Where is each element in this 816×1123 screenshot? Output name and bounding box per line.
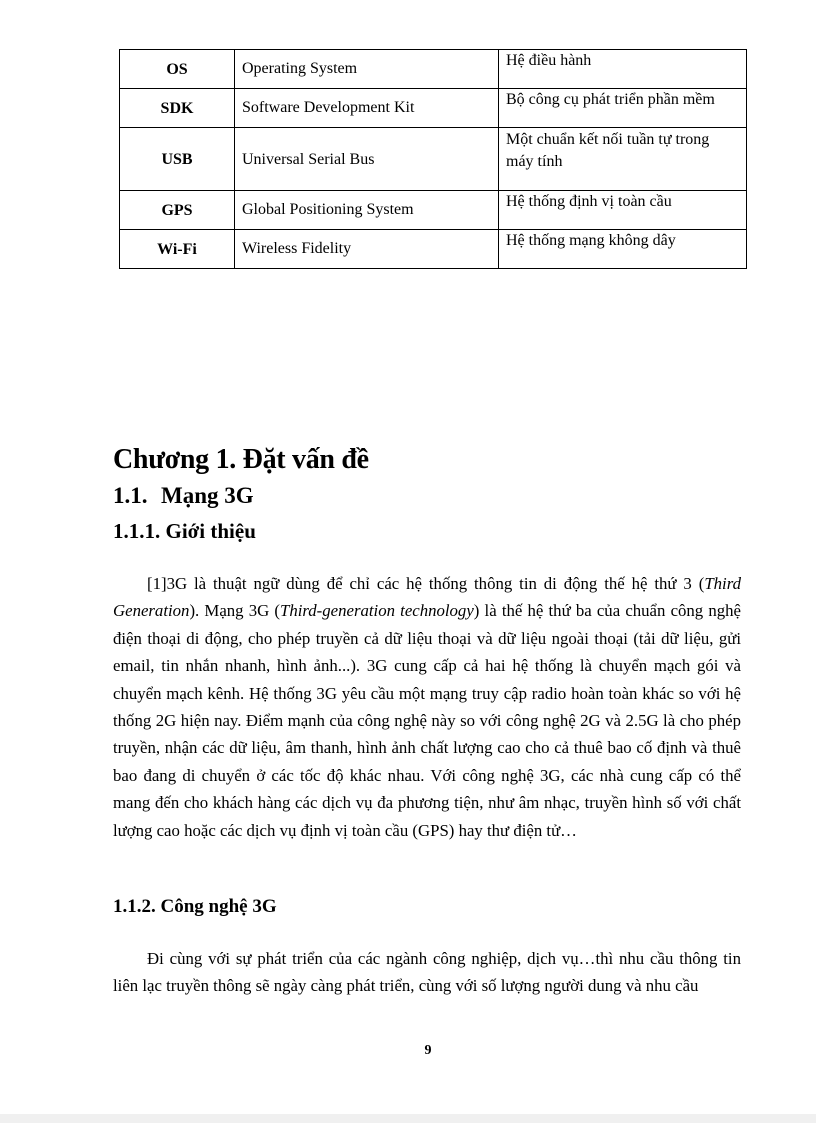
abbr-cell: OS [120,50,235,89]
full-name-cell: Operating System [235,50,499,89]
vietnamese-cell: Hệ thống mạng không dây [499,230,747,269]
vietnamese-cell: Một chuẩn kết nối tuần tự trong máy tính [499,128,747,191]
section-number: 1.1. [113,483,148,508]
table-row [120,128,747,191]
subsection-heading-tech: 1.1.2. Công nghệ 3G [113,896,277,917]
page-number: 9 [424,1043,432,1058]
subsection-heading-intro: 1.1.1. Giới thiệu [113,519,256,543]
abbreviation-table [119,49,747,269]
vietnamese-cell: Bộ công cụ phát triển phần mềm [499,89,747,128]
abbr-cell: GPS [120,191,235,230]
paragraph-italic: Third-generation technology [280,601,474,621]
full-name-cell: Universal Serial Bus [235,128,499,191]
section-heading [113,483,254,509]
table-row [120,230,747,269]
paragraph-text: ) là thế hệ thứ ba của chuẩn công nghệ điện thoại di động, cho phép truyền cả dữ liệu thoại và dữ liệu ngoài thoại (tải dữ liệu, gửi email, tin nhắn nhanh, hình ảnh...). 3G cung cấp cả hai hệ thống là chuyển mạch gói và chuyển mạch kênh. Hệ thống 3G yêu cầu một mạng truy cập radio hoàn toàn khác so với hệ thống 2G hiện nay. Điểm mạnh của công nghệ này so với công nghệ 2G và 2.5G là cho phép truyền, nhận các dữ liệu, âm thanh, hình ảnh chất lượng cao cho cả thuê bao cố định và thuê bao đang di chuyển ở các tốc độ khác nhau. Với công nghệ 3G, các nhà cung cấp có thể mang đến cho khách hàng các dịch vụ đa phương tiện, như âm nhạc, truyền hình số với chất lượng cao hoặc các dịch vụ định vị toàn cầu (GPS) hay thư điện tử… [113,601,741,840]
tech-paragraph: Đi cùng với sự phát triển của các ngành công nghiệp, dịch vụ…thì nhu cầu thông tin liên lạc truyền thông sẽ ngày càng phát triển, cùng với số lượng người dung và nhu cầu [113,949,741,996]
paragraph-text: ). Mạng 3G ( [189,601,280,621]
full-name-cell: Software Development Kit [235,89,499,128]
vietnamese-cell: Hệ điều hành [499,50,747,89]
paragraph-text: [1]3G là thuật ngữ dùng để chỉ các hệ thống thông tin di động thế hệ thứ 3 ( [147,574,705,593]
section-title: Mạng 3G [161,483,254,508]
page-edge [0,1114,816,1123]
abbr-cell: Wi-Fi [120,230,235,269]
chapter-title: Chương 1. Đặt vấn đề [113,444,369,475]
table-row [120,191,747,230]
full-name-cell: Wireless Fidelity [235,230,499,269]
intro-paragraph [113,570,741,844]
abbr-cell: USB [120,128,235,191]
vietnamese-cell: Hệ thống định vị toàn cầu [499,191,747,230]
abbr-cell: SDK [120,89,235,128]
table-row [120,89,747,128]
full-name-cell: Global Positioning System [235,191,499,230]
table-row [120,50,747,89]
paragraph-italic: Third Generation [113,574,741,621]
